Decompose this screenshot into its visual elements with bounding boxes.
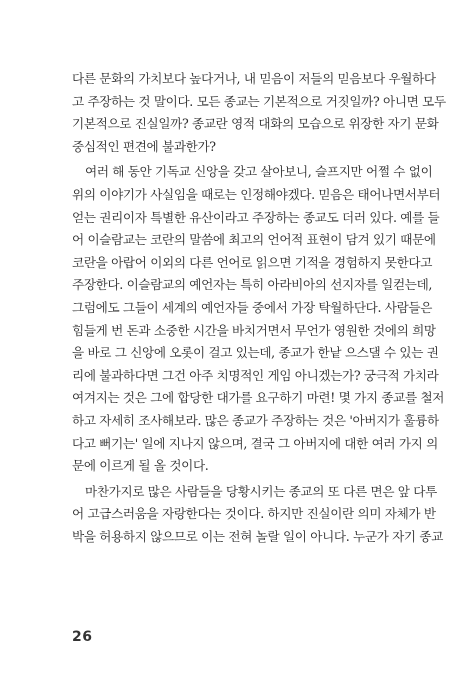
text-line: 중심적인 편견에 불과한가?: [72, 138, 216, 154]
paragraph: [72, 161, 445, 477]
text-line: 리에 불과하다면 그건 아주 치명적인 게임 아니겠는가? 궁극적 가치라: [72, 367, 439, 383]
body-text: [72, 68, 446, 548]
text-line: 어 고급스러움을 자랑한다는 것이다. 하지만 진실이란 의미 자체가 반: [72, 506, 436, 522]
text-line: 그럼에도 그들이 세계의 예언자들 중에서 가장 탁월하단다. 사람들은: [72, 299, 433, 315]
text-line: 기본적으로 진실일까? 종교란 영적 대화의 모습으로 위장한 자기 문화: [72, 116, 439, 132]
text-line: 다른 문화의 가치보다 높다거나, 내 믿음이 저들의 믿음보다 우월하다: [72, 71, 436, 86]
text-line: 하고 자세히 조사해보라. 많은 종교가 주장하는 것은 '아버지가 훌륭하: [72, 412, 439, 428]
text-line: 주장한다. 이슬람교의 예언자는 특히 아라비아의 선지자를 일컫는데,: [72, 277, 433, 293]
text-line: 힘들게 번 돈과 소중한 시간을 바치거면서 무언가 영원한 것에의 희망: [72, 322, 436, 338]
text-line: 다고 뻐기는' 일에 지나지 않으며, 결국 그 아버지에 대한 여러 가지 의: [72, 435, 438, 451]
text-line: 여러 해 동안 기독교 신앙을 갖고 살아보니, 슬프지만 어쩔 수 없이: [85, 164, 433, 180]
text-line: 코란을 아랍어 이외의 다른 언어로 읽으면 기적을 경험하지 못한다고: [72, 254, 433, 270]
text-line: 여겨지는 것은 그에 합당한 대가를 요구하기 마련! 몇 가지 종교를 철저: [72, 390, 445, 406]
paragraph: [72, 481, 444, 549]
text-line: 위의 이야기가 사실임을 때로는 인정해야겠다. 믿음은 태어나면서부터: [72, 186, 441, 202]
text-line: 문에 이르게 될 올 것이다.: [72, 458, 209, 474]
paragraph: [72, 68, 446, 158]
text-line: 어 이슬람교는 코란의 말씀에 최고의 언어적 표현이 담겨 있기 때문에: [72, 232, 436, 248]
page-number: 26: [72, 629, 93, 645]
text-line: 마찬가지로 많은 사람들을 당황시키는 종교의 또 다른 면은 앞 다투: [85, 483, 437, 499]
text-line: 을 바로 그 신앙에 오롯이 걸고 있는데, 종교가 한낱 으스댈 수 있는 권: [72, 345, 439, 361]
text-line: 박을 허용하지 않으므로 이는 전혀 놀랄 일이 아니다. 누군가 자기 종교: [72, 528, 444, 544]
text-line: 얻는 권리이자 특별한 유산이라고 주장하는 종교도 더러 있다. 예를 들: [72, 209, 440, 225]
text-line: 고 주장하는 것 말이다. 모든 종교는 기본적으로 거짓일까? 아니면 모두: [72, 93, 446, 109]
